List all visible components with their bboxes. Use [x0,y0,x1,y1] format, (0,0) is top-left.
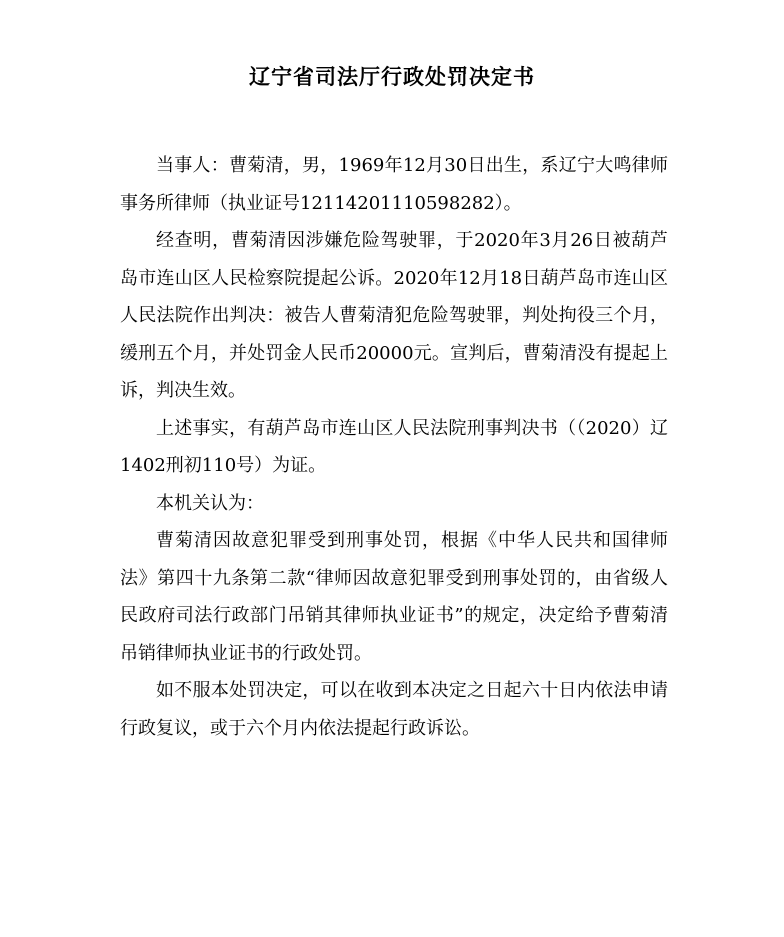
document-body [120,147,668,747]
facts-paragraph: 经查明，曹菊清因涉嫌危险驾驶罪，于2020年3月26日被葫芦岛市连山区人民检察院提起公诉。2020年12月18日葫芦岛市连山区人民法院作出判决：被告人曹菊清犯危险驾驶罪，判处拘役三个月，缓刑五个月，并处罚金人民币20000元。宣判后，曹菊清没有提起上诉，判决生效。 [120,230,668,401]
opinion-heading: 本机关认为： [156,492,264,514]
appeal-notice-paragraph: 如不服本处罚决定，可以在收到本决定之日起六十日内依法申请行政复议，或于六个月内依法提起行政诉讼。 [120,680,668,739]
decision-paragraph: 曹菊清因故意犯罪受到刑事处罚，根据《中华人民共和国律师法》第四十九条第二款“律师因故意犯罪受到刑事处罚的，由省级人民政府司法行政部门吊销其律师执业证书”的规定，决定给予曹菊清吊销律师执业证书的行政处罚。 [120,530,668,664]
document-title: 辽宁省司法厅行政处罚决定书 [249,64,535,89]
evidence-paragraph: 上述事实，有葫芦岛市连山区人民法院刑事判决书（（2020）辽1402刑初110号）为证。 [120,417,668,476]
party-paragraph: 当事人：曹菊清，男，1969年12月30日出生，系辽宁大鸣律师事务所律师（执业证号12114201110598282）。 [120,155,668,214]
